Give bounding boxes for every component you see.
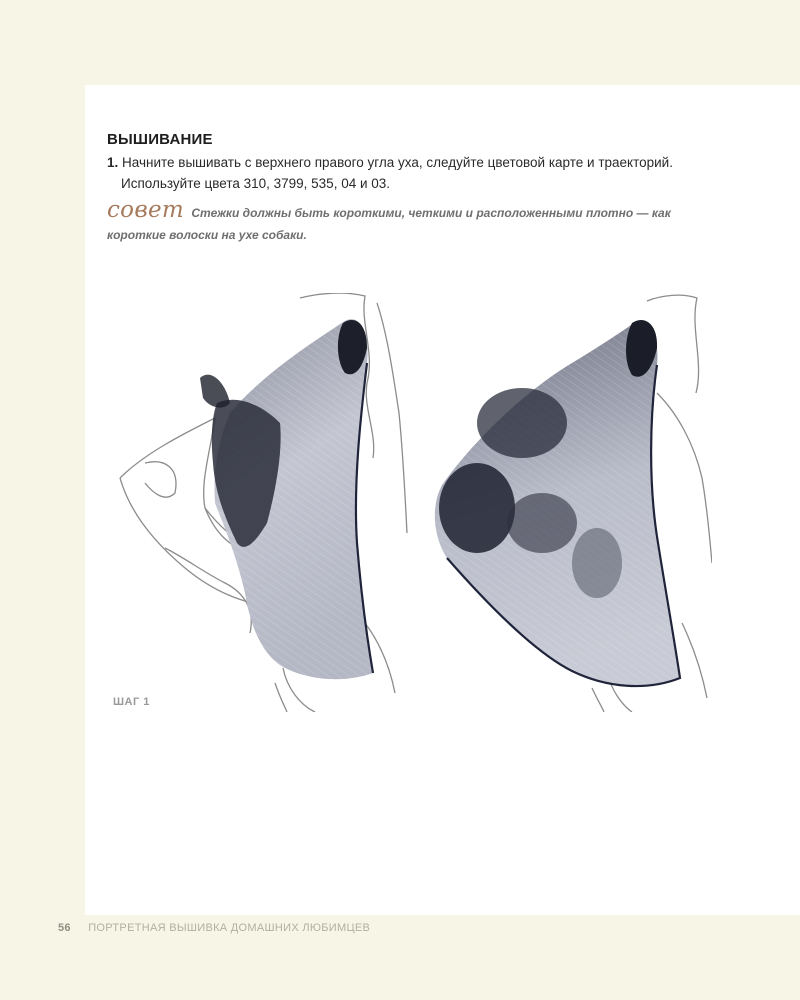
book-title: ПОРТРЕТНАЯ ВЫШИВКА ДОМАШНИХ ЛЮБИМЦЕВ: [88, 922, 371, 934]
tip-box: [107, 199, 707, 246]
tip-text: Стежки должны быть короткими, четкими и расположенными плотно — как короткие волоски на ухе собаки.: [107, 206, 671, 242]
step-number: 1.: [107, 155, 119, 170]
step-text-line1: Начните вышивать с верхнего правого угла уха, следуйте цветовой карте и траекторий.: [122, 155, 673, 170]
step-instruction: [107, 152, 707, 194]
tip-word: совет: [107, 197, 185, 223]
step-text-line2: Используйте цвета 310, 3799, 535, 04 и 03.: [121, 176, 391, 191]
embroidery-photo-step1-complete: [412, 293, 712, 712]
ear-embroidery-illustration-complete: [412, 293, 712, 712]
step-label: ШАГ 1: [105, 693, 158, 712]
section-heading: ВЫШИВАНИЕ: [107, 131, 213, 148]
page-number: 56: [58, 922, 71, 934]
embroidery-photo-step1-partial: [105, 293, 408, 712]
page-footer: [58, 922, 370, 934]
ear-embroidery-illustration: [105, 293, 408, 712]
